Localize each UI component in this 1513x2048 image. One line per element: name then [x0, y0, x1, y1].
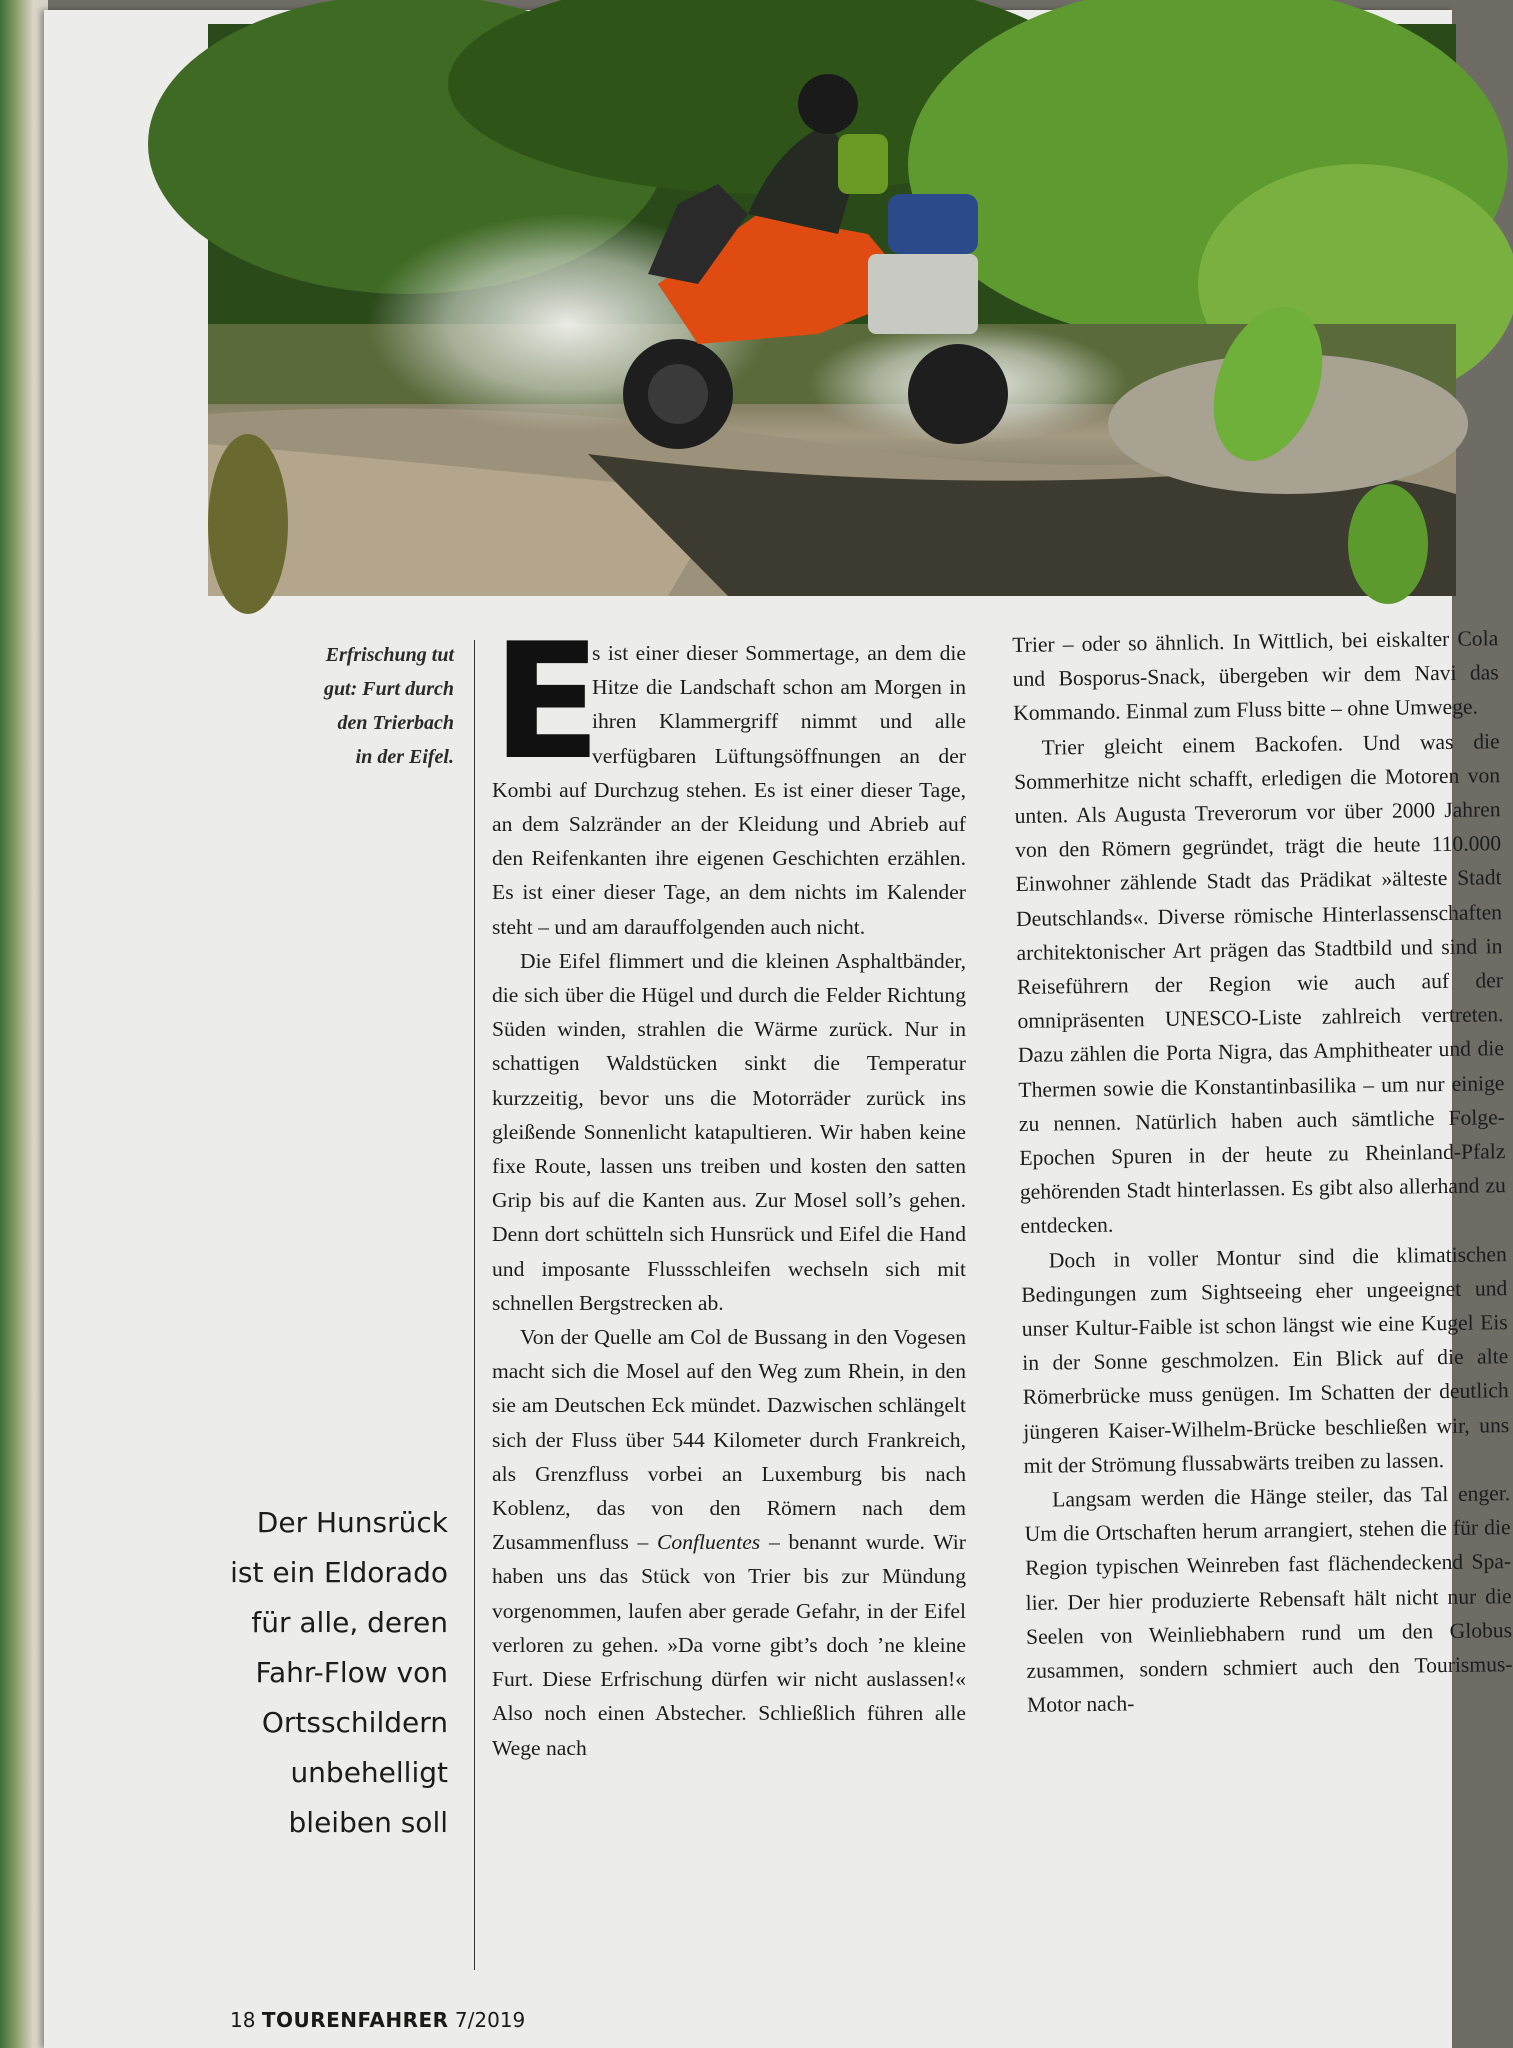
article-paragraph: Trier – oder so ähnlich. In Wittlich, bei eiskalter Cola und Bosporus-Snack, übergeben wir dem Navi das Kommando. Einmal zum Fluss bitte – ohne Umwege.: [1012, 626, 1499, 726]
adjacent-page-edge: [0, 0, 48, 2048]
article-paragraph: Trier gleicht einem Backofen. Und was die Sommerhitze nicht schafft, erledigen die Motoren von unten. Als Augusta Treverorum vor über 2000 Jahren von den Römern gegründet, trägt die heute 110.000 Einwohner zählende Stadt das Prädikat »älteste Stadt Deutschlands«. Diverse römische Hinterlassenschaften architektonischer Art prägen das Stadtbild und sind in Reiseführern der Region wie auch auf der omnipräsenten UNESCO-Liste zahlreich vertreten. Dazu zählen die Porta Nigra, das Amphitheater und die Thermen sowie die Konstantinbasilika – um nur einige zu nennen. Natürlich haben auch sämtliche Folge-Epochen Spuren in der heute zu Rheinland-Pfalz gehörenden Stadt hinterlassen. Es gibt also allerhand zu entdecken.: [1013, 728, 1506, 1239]
emphasized-term: Confluentes: [657, 1530, 761, 1555]
pull-quote-line: für alle, deren: [251, 1606, 448, 1639]
pull-quote-line: ist ein Eldorado: [230, 1556, 448, 1589]
article-column-1: [492, 608, 966, 1765]
article-column-2: [1012, 621, 1513, 1722]
article-paragraph: Die Eifel flimmert und die kleinen Asphaltbänder, die sich über die Hügel und durch die Felder Richtung Süden winden, strahlen die Wärme zurück. Nur in schattigen Waldstücken sinkt die Temperatur kurzzeitig, bevor uns die Motorräder zurück ins gleißende Sonnenlicht katapultieren. Wir haben keine fixe Route, lassen uns treiben und kosten den satten Grip bis auf die Kanten aus. Zur Mosel soll’s gehen. Denn dort schütteln sich Hunsrück und Eifel die Hand und imposante Flussschleifen wechseln sich mit schnellen Bergstrecken ab.: [492, 948, 966, 1315]
column-divider: [474, 640, 475, 1970]
pull-quote-line: unbehelligt: [290, 1756, 448, 1789]
page-footer: [230, 2008, 525, 2032]
caption-line: Erfrischung tut: [325, 644, 454, 666]
photo-caption: [239, 638, 454, 774]
article-paragraph: [492, 1320, 966, 1765]
paragraph-text: s ist einer dieser Sommertage, an dem die Hitze die Landschaft schon am Morgen in ihren Klammergriff nimmt und alle verfügbaren Lüftungsöffnungen an der Kombi auf Durchzug stehen. Es ist einer dieser Tage, an dem Salzränder an der Kleidung und Abrieb auf den Reifenkanten ihre eigenen Geschichten erzählen. Es ist einer dieser Tage, an dem nichts im Kalender steht – und am darauffolgenden auch nicht.: [492, 641, 966, 939]
article-paragraph: Doch in voller Montur sind die klimatischen Bedingungen zum Sightseeing eher ungeeignet und unser Kultur-Faible ist schon längst wie eine Kugel Eis in der Sonne geschmolzen. Ein Blick auf die alte Römerbrücke muss genügen. Im Schatten der deutlich jüngeren Kaiser-Wilhelm-Brücke beschließen wir, uns mit der Strömung flussabwärts treiben zu lassen.: [1021, 1241, 1510, 1478]
article-paragraph: Langsam werden die Hänge steiler, das Tal enger. Um die Ortschaften herum arrangiert, stehen die für die Region typischen Weinreben fast flächendeckend Spalier. Der hier produzierte Rebensaft hält nicht nur die Seelen von Weinliebhabern rund um den Globus zusammen, sondern schmiert auch den Tourismus-Motor nach-: [1024, 1481, 1513, 1718]
article-paragraph: [492, 608, 966, 944]
drop-cap: E: [492, 608, 602, 795]
page-number: 18: [230, 2008, 256, 2032]
caption-line: gut: Furt durch: [323, 678, 454, 700]
caption-line: in der Eifel.: [355, 746, 454, 768]
magazine-name: TOURENFAHRER: [261, 2008, 449, 2032]
issue-number: 7/2019: [454, 2008, 526, 2032]
pull-quote-line: Fahr-Flow von: [255, 1656, 448, 1689]
pull-quote-line: bleiben soll: [288, 1806, 448, 1839]
pull-quote-line: Ortsschildern: [261, 1706, 448, 1739]
pull-quote: [194, 1498, 448, 1848]
photo-illustration: [208, 24, 1456, 596]
paragraph-text: Von der Quelle am Col de Bussang in den Vogesen macht sich die Mosel auf den Weg zum Rhein, in den sie am Deutschen Eck mündet. Dazwischen schlängelt sich der Fluss über 544 Kilometer durch Frankreich, als Grenzfluss vorbei an Luxemburg bis nach Koblenz, das von den Römern nach dem Zusammenfluss –: [492, 1325, 966, 1555]
paragraph-text: – benannt wurde. Wir haben uns das Stück von Trier bis zur Mündung vorgenommen, laufen aber gerade Gefahr, in der Eifel verloren zu gehen. »Da vorne gibt’s doch ’ne kleine Furt. Diese Erfrischung dürfen wir nicht auslassen!« Also noch einen Abstecher. Schließlich führen alle Wege nach: [492, 1530, 966, 1760]
motorcycle-photo: [208, 24, 1456, 596]
caption-line: den Trierbach: [337, 712, 454, 734]
pull-quote-line: Der Hunsrück: [256, 1506, 448, 1539]
magazine-page: [44, 10, 1513, 2048]
